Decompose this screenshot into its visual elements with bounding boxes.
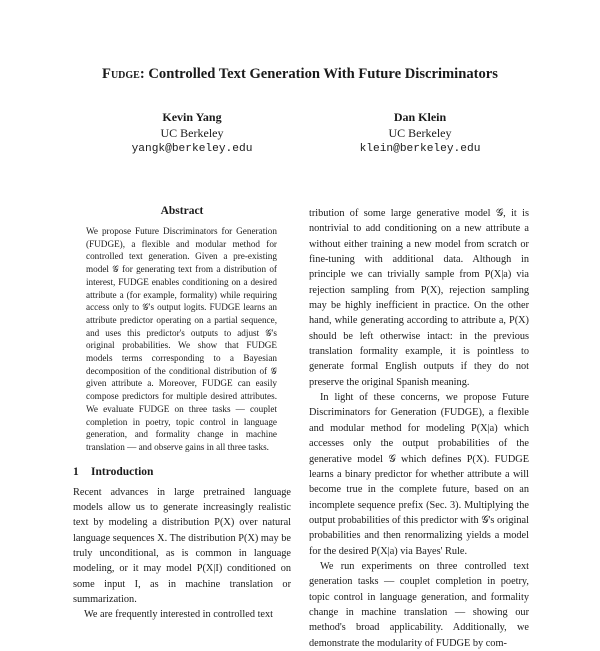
author-block-1 [102,109,282,157]
section-heading [73,466,291,478]
body-paragraph-2: In light of these concerns, we propose Future Discriminators for Generation (FUDGE), a flexible and modular method for modeling P(X|a) which accesses only the output probabilities of the generative model 𝒢 which defines P(X). FUDGE learns a binary predictor for whether attribute a will become true in the complete future, based on an incomplete sequence prefix (Sec. 3). Multiplying the output probabilities of this predictor with 𝒢's original probabilities and then renormalizing yields a model for the desired P(X|a) via Bayes' Rule. [309,392,529,557]
paper-title [0,66,600,83]
author-name: Kevin Yang [162,110,222,124]
abstract-text: We propose Future Discriminators for Generation (FUDGE), a flexible and modular method for controlled text generation. Given a pre-existing model 𝒢 for generating text from a distribution of interest, FUDGE enables conditioning on a desired attribute a (for example, formality) while requiring access only to 𝒢's output logits. FUDGE learns an attribute predictor operating on a partial sequence, and uses this predictor's outputs to adjust 𝒢's original probabilities. We show that FUDGE models terms corresponding to a Bayesian decomposition of the conditional distribution of 𝒢 given attribute a. Moreover, FUDGE can easily compose predictors for multiple desired attributes. We evaluate FUDGE on three tasks — couplet completion in poetry, topic control in language generation, and formality change in machine translation — and observe gains in all three tasks. [86,226,277,452]
title-method-name: Fudge [102,66,140,82]
author-email: yangk@berkeley.edu [131,143,253,155]
body-paragraph-continued: tribution of some large generative model 𝒢, it is nontrivial to add conditioning on a new attribute a without either training a new model from scratch or fine-tuning with additional data. Although in principle we can trivially sample from P(X|a) via rejection sampling from P(X), rejection sampling may be highly inefficient in practice. On the other hand, while generating according to attribute a, P(X) should be left otherwise intact: in the previous translation formality example, it is pointless to generate formal English outputs if they do not preserve the original Spanish meaning. [309,208,529,388]
body-paragraph-3: We run experiments on three controlled text generation tasks — couplet completion in poetry, topic control in language generation, and formality change in machine translation — showing our method's broad applicability. Additionally, we demonstrate the modularity of FUDGE by com- [309,560,529,649]
abstract-heading: Abstract [160,205,204,217]
author-name: Dan Klein [393,110,447,124]
right-column [309,206,529,651]
intro-paragraph-1: Recent advances in large pretrained language models allow us to generate increasingly realistic text by modeling a distribution P(X) over natural language sequences X. The distribution P(X) may be truly unconditional, as is common in language modeling, or it may model P(X|I) conditioned on some input I, as in machine translation or summarization. [73,486,291,606]
section-number: 1 [73,465,79,478]
section-title: Introduction [91,465,154,478]
author-affiliation: UC Berkeley [388,126,452,140]
author-email: klein@berkeley.edu [359,143,481,155]
intro-paragraph-2-start: We are frequently interested in controlled text [84,609,274,621]
author-block-2 [330,109,510,157]
author-affiliation: UC Berkeley [160,126,224,140]
title-rest: : Controlled Text Generation With Future Discriminators [139,66,498,82]
left-column [73,205,291,623]
